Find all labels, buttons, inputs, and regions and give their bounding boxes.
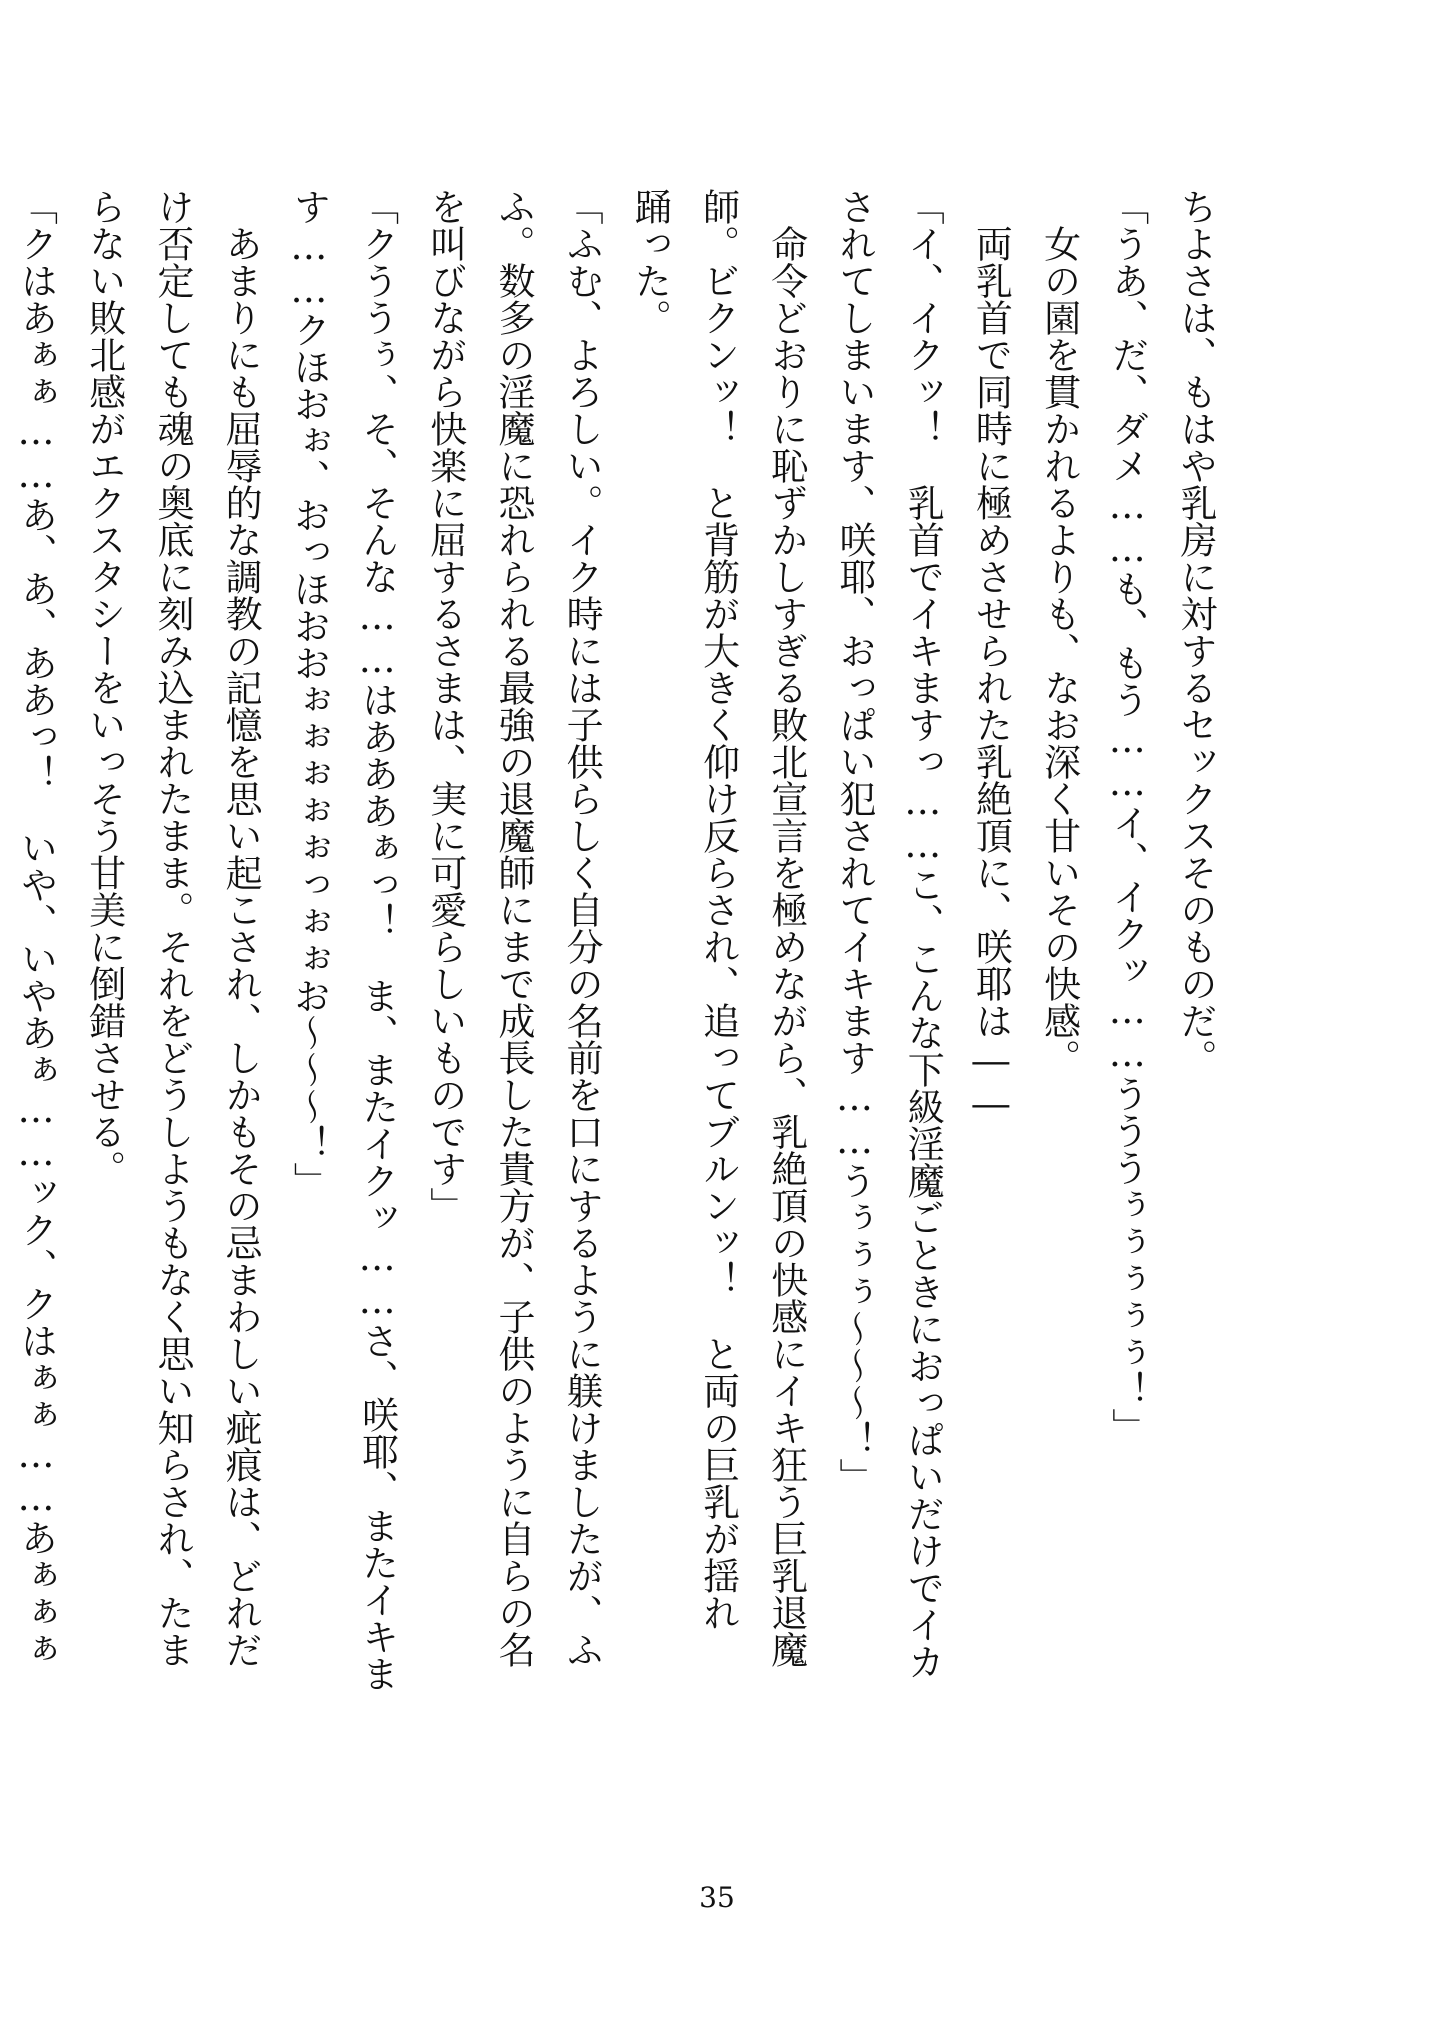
text-line-8: 師。ビクンッ！ と背筋が大きく仰け反らされ、追ってブルンッ！ と両の巨乳が揺れ — [696, 188, 740, 1631]
text-line-14: す……クほおぉ、おっほおおぉぉぉぉぉっぉぉお〜〜〜！」 — [287, 188, 331, 1199]
text-line-2: 「うあ、だ、ダメ……も、もう……イ、イクッ……うううぅぅぅぅぅ！」 — [1105, 188, 1149, 1445]
text-line-12: を叫びながら快楽に屈するさまは、実に可愛らしいものです」 — [423, 188, 467, 1224]
text-line-1: ちよさは、もはや乳房に対するセックスそのものだ。 — [1174, 188, 1217, 1076]
text-line-3: 女の園を貫かれるよりも、なお深く甘いその快感。 — [1037, 188, 1081, 1076]
page-number: 35 — [699, 1881, 735, 1914]
text-line-10: 「ふむ、よろしい。イク時には子供らしく自分の名前を口にするように躾けましたが、ふ — [560, 188, 604, 1668]
text-line-16: け否定しても魂の奥底に刻み込まれたまま。それをどうしようもなく思い知らされ、たま — [150, 188, 194, 1668]
text-line-17: らない敗北感がエクスタシーをいっそう甘美に倒錯させる。 — [82, 188, 126, 1187]
text-line-7: 命令どおりに恥ずかしすぎる敗北宣言を極めながら、乳絶頂の快感にイキ狂う巨乳退魔 — [764, 188, 808, 1668]
vertical-text-block — [14, 188, 1229, 1848]
text-line-18: 「クはあぁぁ……あ、あ、ああっ！ いや、いやあぁ……ック、クはぁぁ……あぁぁぁ — [14, 188, 58, 1667]
text-line-4: 両乳首で同時に極めさせられた乳絶頂に、咲耶は―― — [969, 188, 1013, 1125]
text-line-15: あまりにも屈辱的な調教の記憶を思い起こされ、しかもその忌まわしい疵痕は、どれだ — [219, 188, 263, 1668]
text-line-13: 「クううぅ、そ、そんな……はあああぁっ！ ま、またイクッ……さ、咲耶、またイキま — [355, 188, 399, 1692]
text-line-5: 「イ、イクッ！ 乳首でイキますっ……こ、こんな下級淫魔ごときにおっぱいだけでイカ — [901, 188, 945, 1680]
text-line-6: されてしまいます、咲耶、おっぱい犯されてイキます……うぅぅぅ〜〜〜！」 — [832, 188, 876, 1495]
text-line-9: 踊った。 — [628, 188, 672, 336]
text-line-11: ふ。数多の淫魔に恐れられる最強の退魔師にまで成長した貴方が、子供のように自らの名 — [491, 188, 535, 1668]
